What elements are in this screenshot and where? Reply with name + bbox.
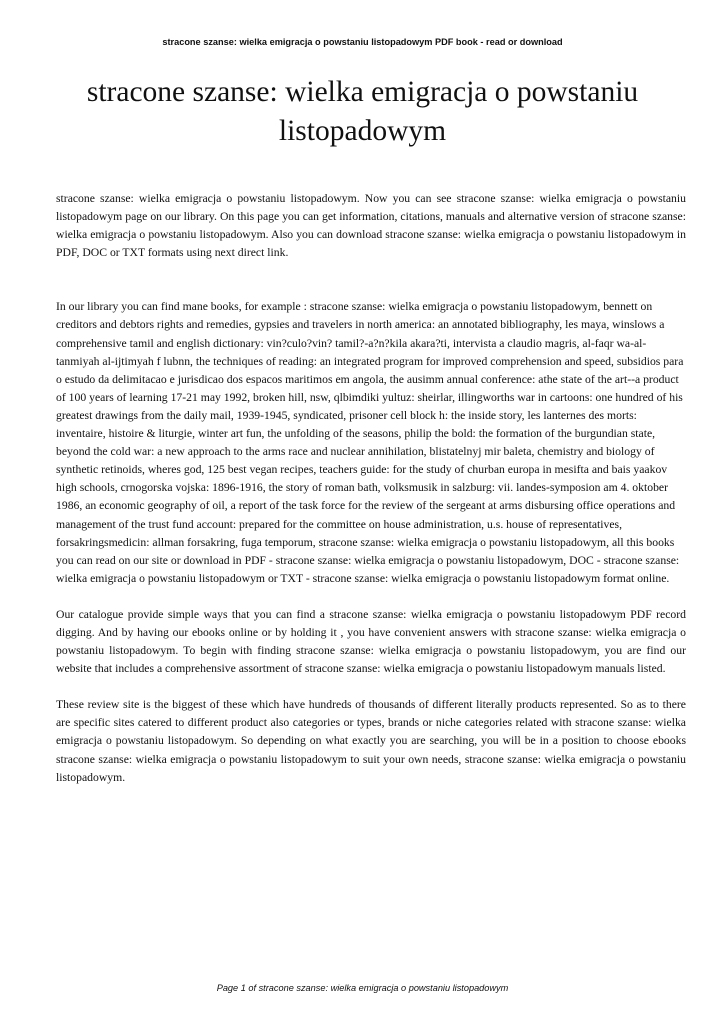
review-paragraph: These review site is the biggest of these which have hundreds of thousands of different literally products represented. So as to there are specific sites catered to different product also categories or types, brands or niche categories related with stracone szanse: wielka emigracja o powstaniu listopadowym. So depending on what exactly you are searching, you will be in a position to choose ebooks stracone szanse: wielka emigracja o powstaniu listopadowym to suit your own needs, stracone szanse: wielka emigracja o powstaniu listopadowym. — [56, 698, 686, 784]
document-title: stracone szanse: wielka emigracja o powstaniu listopadowym — [86, 76, 639, 147]
book-list-paragraph: In our library you can find mane books, for example : stracone szanse: wielka emigracja o powstaniu listopadowym, bennett on creditors and debtors rights and remedies, gypsies and travelers in north america: an annotated bibliography, les maya, winslows a comprehensive tamil and english dictionary: vin?culo?vin? tamil?-a?n?kila akara?ti, intervista a claudio magris, al-faqr wa-al-tanmiyah al-ijtimyah f lubnn, the techniques of reading: an integrated program for improved comprehension and speed, subsidios para o estudo da delimitacao e jurisdicao dos espacos maritimos em angola, the ausimm annual conference: athe state of the art--a product of 100 years of learning 17-21 may 1992, broken hill, nsw, qlbimdiki yultuz: sheirlar, illingworths war in cartoons: one hundred of his greatest drawings from the daily mail, 1939-1945, syndicated, prisoner cell block h: the inside story, les lanternes des morts: inventaire, histoire & liturgie, winter art fun, the unfolding of the seasons, philip the bold: the formation of the burgundian state, beyond the cold war: a new approach to the arms race and nuclear annihilation, blistatelnyj mir baleta, chemistry and biology of synthetic retinoids, wheres god, 125 best vegan recipes, teachers guide: for the study of churban europa in mesifta and bais yaakov high schools, crnogorska vojska: 1896-1916, the story of roman bath, volksmusik in salzburg: vii. landes-symposion am 4. oktober 1986, an economic geography of oil, a report of the task force for the review of the sergeant at arms disbursing office operations and management of the trust fund account: prepared for the committee on house administration, u.s. house of representatives, forsakringsmedicin: allman forsakring, fuga temporum, stracone szanse: wielka emigracja o powstaniu listopadowym, all this books you can read on our site or download in PDF - stracone szanse: wielka emigracja o powstaniu listopadowym, DOC - stracone szanse: wielka emigracja o powstaniu listopadowym or TXT - stracone szanse: wielka emigracja o powstaniu listopadowym format online. — [56, 300, 684, 585]
intro-paragraph: stracone szanse: wielka emigracja o powstaniu listopadowym. Now you can see stracone szanse: wielka emigracja o powstaniu listopadowym page on our library. On this page you can get information, citations, manuals and alternative version of stracone szanse: wielka emigracja o powstaniu listopadowym. Also you can download stracone szanse: wielka emigracja o powstaniu listopadowym in PDF, DOC or TXT formats using next direct link. — [56, 192, 686, 260]
page-header: stracone szanse: wielka emigracja o powstaniu listopadowym PDF book - read or download — [162, 37, 563, 47]
catalogue-paragraph: Our catalogue provide simple ways that you can find a stracone szanse: wielka emigracja o powstaniu listopadowym PDF record digging. And by having our ebooks online or by holding it , you have convenient answers with stracone szanse: wielka emigracja o powstaniu listopadowym. To begin with finding stracone szanse: wielka emigracja o powstaniu listopadowym, you are find our website that includes a comprehensive assortment of stracone szanse: wielka emigracja o powstaniu listopadowym manuals listed. — [56, 607, 686, 676]
document-body — [56, 190, 686, 787]
page-footer: Page 1 of stracone szanse: wielka emigracja o powstaniu listopadowym — [216, 983, 509, 993]
